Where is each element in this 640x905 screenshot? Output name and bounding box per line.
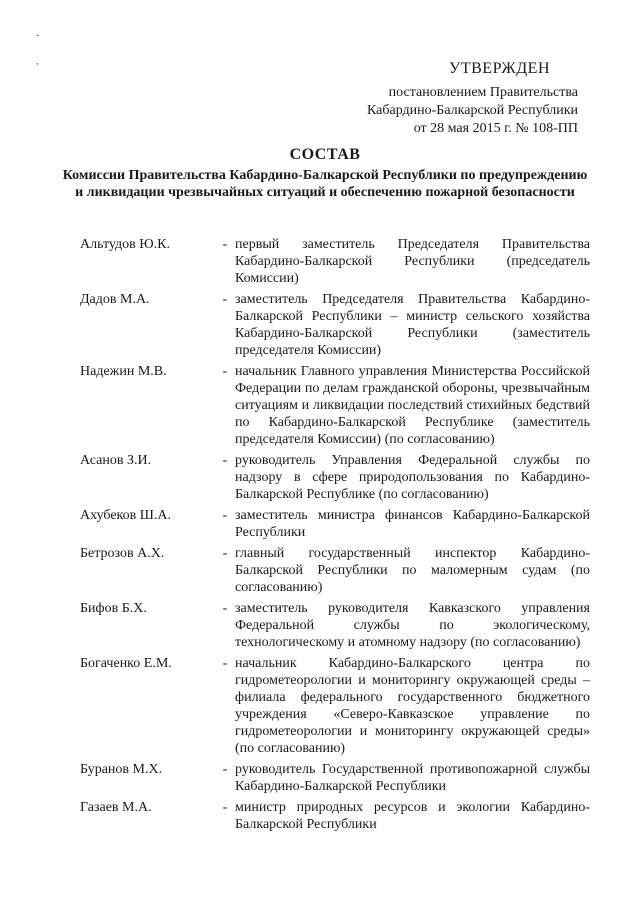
member-dash: - [222,601,228,616]
member-position: заместитель Председателя Правительства Кабардино-Балкарской Республики – министр сельского хозяйства Кабардино-Балкарской Республики (заместитель председателя Комиссии) [235,292,590,358]
member-dash: - [222,292,228,307]
member-position: министр природных ресурсов и экологии Кабардино-Балкарской Республики [235,800,590,832]
scan-mark: - [36,30,40,41]
member-row [80,600,590,651]
title-sub: Комиссии Правительства Кабардино-Балкарской Республики по предупреждению и ликвидации чрезвычайных ситуаций и обеспечению пожарной безопасности [62,168,588,200]
approval-line: постановлением Правительства [388,85,578,100]
approval-block [330,60,610,138]
member-dash: - [222,453,228,468]
member-row [80,761,590,795]
approval-line: Кабардино-Балкарской Республики [367,103,578,118]
member-position: руководитель Государственной противопожарной службы Кабардино-Балкарской Республики [235,762,590,794]
member-dash: - [222,800,228,815]
member-row [80,236,590,287]
approval-heading: УТВЕРЖДЕН [449,60,550,77]
member-row [80,507,590,541]
member-position: начальник Главного управления Министерства Российской Федерации по делам гражданской обороны, чрезвычайным ситуациям и ликвидации последствий стихийных бедствий по Кабардино-Балкарской Республике (заместитель председателя Комиссии) (по согласованию) [235,364,590,447]
member-dash: - [222,364,228,379]
member-position: руководитель Управления Федеральной службы по надзору в сфере природопользования по Кабардино-Балкарской Республике (по согласованию) [235,453,590,502]
member-row [80,291,590,359]
member-dash: - [222,237,228,252]
document-title [60,146,590,201]
member-position: первый заместитель Председателя Правительства Кабардино-Балкарской Республики (председатель Комиссии) [235,237,590,286]
member-name: Богаченко Е.М. [80,656,172,671]
scan-mark: , [36,56,39,67]
member-name: Альтудов Ю.К. [80,237,170,252]
member-row [80,545,590,596]
member-row [80,452,590,503]
approval-line: от 28 мая 2015 г. № 108-ПП [413,121,578,136]
member-name: Газаев М.А. [80,800,152,815]
member-name: Дадов М.А. [80,292,150,307]
member-dash: - [222,546,228,561]
member-position: начальник Кабардино-Балкарского центра по гидрометеорологии и мониторингу окружающей среды – филиала федерального государственного бюджетного учреждения «Северо-Кавказское управление по гидрометеорологии и мониторингу окружающей среды» (по согласованию) [235,656,590,756]
member-name: Бетрозов А.Х. [80,546,165,561]
member-dash: - [222,508,228,523]
member-name: Бифов Б.Х. [80,601,147,616]
member-position: главный государственный инспектор Кабардино-Балкарской Республики по маломерным судам (по согласованию) [235,546,590,595]
member-name: Буранов М.Х. [80,762,163,777]
member-row [80,655,590,757]
member-dash: - [222,762,228,777]
member-dash: - [222,656,228,671]
member-position: заместитель министра финансов Кабардино-Балкарской Республики [235,508,590,540]
member-row [80,363,590,448]
member-name: Асанов З.И. [80,453,152,468]
member-name: Надежин М.В. [80,364,167,379]
member-row [80,799,590,833]
title-main: СОСТАВ [289,146,361,163]
member-position: заместитель руководителя Кавказского управления Федеральной службы по экологическому, технологическому и атомному надзору (по согласованию) [235,601,590,650]
member-name: Ахубеков Ш.А. [80,508,171,523]
members-list [80,236,590,837]
